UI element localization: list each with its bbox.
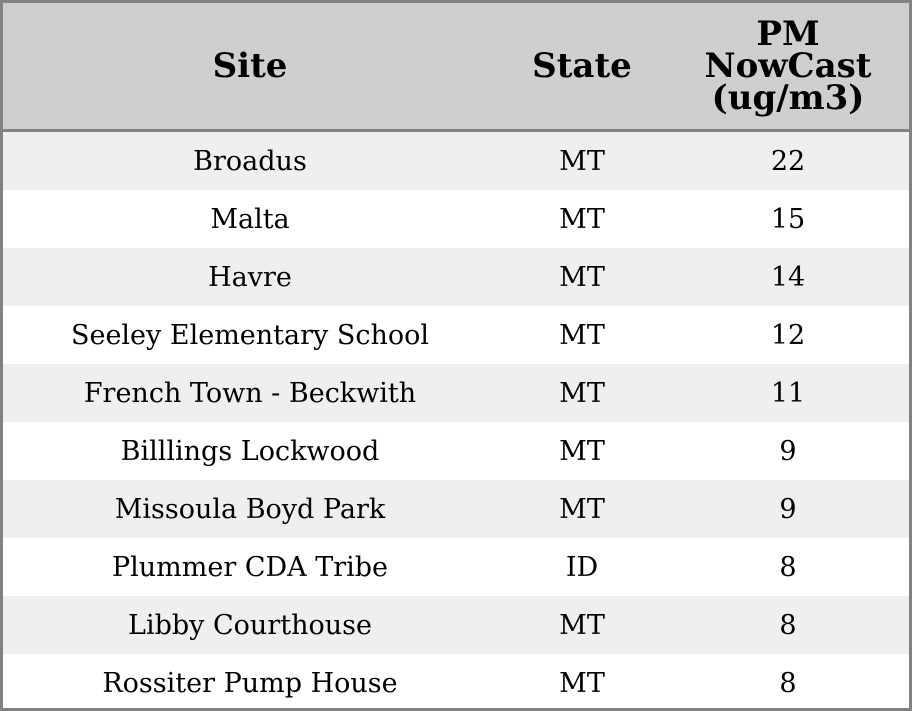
- site-cell: Billlings Lockwood: [120, 435, 380, 467]
- state-cell: MT: [559, 609, 605, 641]
- pm-nowcast-cell: 8: [779, 609, 797, 641]
- pm-nowcast-cell: 9: [779, 435, 797, 467]
- state-cell: ID: [565, 551, 599, 583]
- state-cell: MT: [559, 377, 605, 409]
- pm-nowcast-cell: 22: [770, 145, 806, 177]
- site-cell: Plummer CDA Tribe: [111, 551, 389, 583]
- column-header-pm-nowcast: PM NowCast (ug/m3): [704, 14, 872, 118]
- state-cell: MT: [559, 261, 605, 293]
- state-cell: MT: [559, 435, 605, 467]
- state-cell: MT: [559, 493, 605, 525]
- site-cell: Broadus: [193, 145, 307, 177]
- table-row: [3, 190, 909, 248]
- pm-nowcast-cell: 11: [770, 377, 806, 409]
- state-cell: MT: [559, 319, 605, 351]
- site-cell: French Town - Beckwith: [83, 377, 417, 409]
- table-header-row: [3, 3, 909, 132]
- site-cell: Rossiter Pump House: [102, 667, 398, 699]
- table-row: [3, 132, 909, 190]
- table-row: [3, 480, 909, 538]
- state-cell: MT: [559, 667, 605, 699]
- table-row: [3, 654, 909, 711]
- pm-nowcast-cell: 9: [779, 493, 797, 525]
- column-header-site: Site: [212, 46, 288, 86]
- pm-nowcast-cell: 12: [770, 319, 806, 351]
- table-row: [3, 364, 909, 422]
- table-row: [3, 248, 909, 306]
- column-header-state: State: [532, 46, 632, 86]
- site-cell: Missoula Boyd Park: [114, 493, 386, 525]
- site-cell: Libby Courthouse: [128, 609, 372, 641]
- table-row: [3, 306, 909, 364]
- pm-nowcast-cell: 8: [779, 551, 797, 583]
- table-body: [3, 132, 909, 711]
- table-row: [3, 422, 909, 480]
- state-cell: MT: [559, 145, 605, 177]
- site-cell: Havre: [208, 261, 292, 293]
- pm-nowcast-cell: 15: [770, 203, 806, 235]
- site-cell: Malta: [210, 203, 290, 235]
- pm-nowcast-cell: 14: [770, 261, 806, 293]
- site-cell: Seeley Elementary School: [70, 319, 430, 351]
- state-cell: MT: [559, 203, 605, 235]
- table-row: [3, 538, 909, 596]
- pm-nowcast-cell: 8: [779, 667, 797, 699]
- table-row: [3, 596, 909, 654]
